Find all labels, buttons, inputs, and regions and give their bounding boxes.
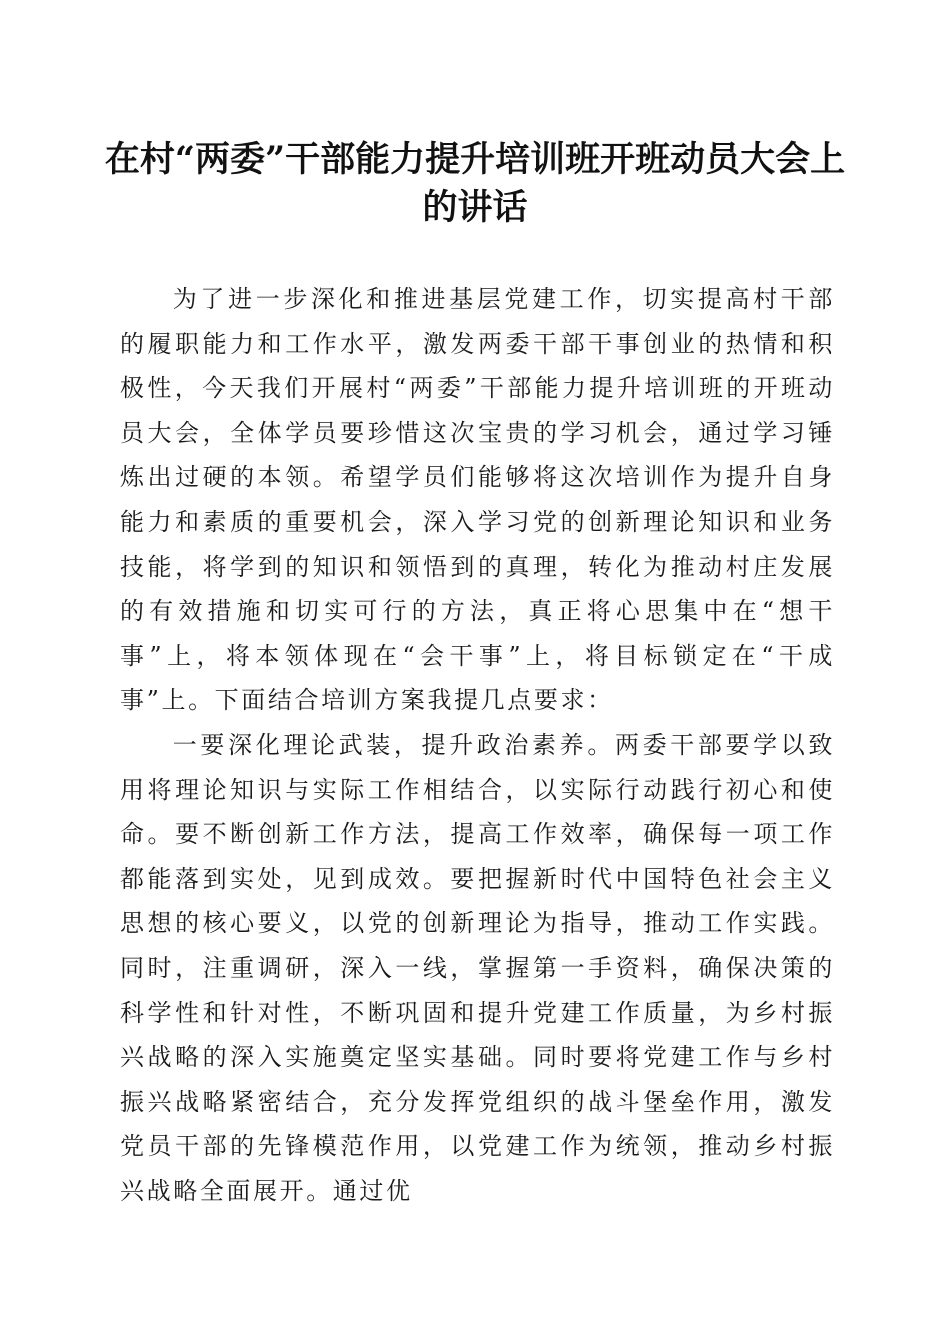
document-title: 在村“两委”干部能力提升培训班开班动员大会上的讲话 — [104, 139, 846, 228]
document-body — [120, 277, 835, 1213]
paragraph-intro: 为了进一步深化和推进基层党建工作，切实提高村干部的履职能力和工作水平，激发两委干部干事创业的热情和积极性，今天我们开展村“两委”干部能力提升培训班的开班动员大会，全体学员要珍惜这次宝贵的学习机会，通过学习锤炼出过硬的本领。希望学员们能够将这次培训作为提升自身能力和素质的重要机会，深入学习党的创新理论知识和业务技能，将学到的知识和领悟到的真理，转化为推动村庄发展的有效措施和切实可行的方法，真正将心思集中在“想干事”上，将本领体现在“会干事”上，将目标锁定在“干成事”上。下面结合培训方案我提几点要求： — [120, 285, 835, 715]
paragraph-requirement-one: 一要深化理论武装，提升政治素养。两委干部要学以致用将理论知识与实际工作相结合，以实际行动践行初心和使命。要不断创新工作方法，提高工作效率，确保每一项工作都能落到实处，见到成效。要把握新时代中国特色社会主义思想的核心要义，以党的创新理论为指导，推动工作实践。同时，注重调研，深入一线，掌握第一手资料，确保决策的科学性和针对性，不断巩固和提升党建工作质量，为乡村振兴战略的深入实施奠定坚实基础。同时要将党建工作与乡村振兴战略紧密结合，充分发挥党组织的战斗堡垒作用，激发党员干部的先锋模范作用，以党建工作为统领，推动乡村振兴战略全面展开。通过优 — [120, 730, 835, 1205]
